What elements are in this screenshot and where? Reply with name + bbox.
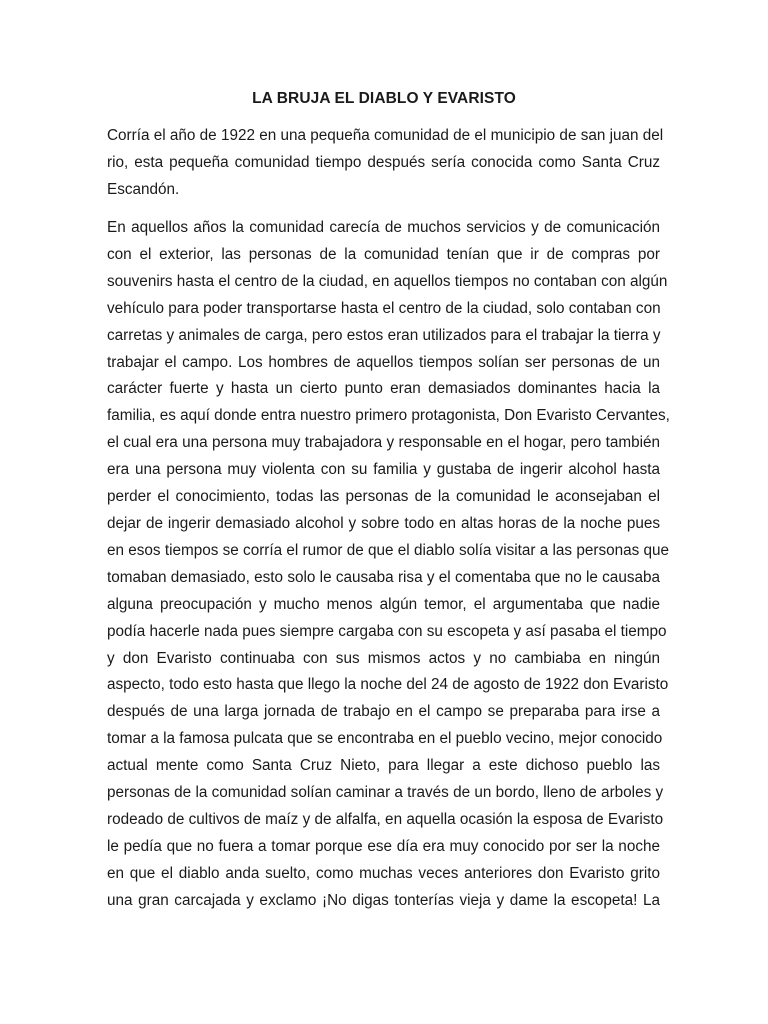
text-line: En aquellos años la comunidad carecía de muchos servicios y de comunicación <box>107 219 660 236</box>
text-line: familia, es aquí donde entra nuestro primero protagonista, Don Evaristo Cervantes, <box>107 407 670 425</box>
text-line: podía hacerle nada pues siempre cargaba con su escopeta y así pasaba el tiempo <box>107 622 667 640</box>
text-line: y don Evaristo continuaba con sus mismos actos y no cambiaba en ningún <box>107 649 660 667</box>
text-line: perder el conocimiento, todas las personas de la comunidad le aconsejaban el <box>107 488 660 506</box>
text-line: personas de la comunidad solían caminar a través de un bordo, lleno de arboles y <box>107 784 664 802</box>
document-title: LA BRUJA EL DIABLO Y EVARISTO <box>252 90 516 107</box>
text-line: en que el diablo anda suelto, como muchas veces anteriores don Evaristo grito <box>107 864 660 882</box>
text-line: Corría el año de 1922 en una pequeña comunidad de el municipio de san juan del <box>107 127 664 144</box>
text-line: dejar de ingerir demasiado alcohol y sobre todo en altas horas de la noche pues <box>107 514 660 532</box>
text-line: alguna preocupación y mucho menos algún temor, el argumentaba que nadie <box>107 595 660 613</box>
text-line: vehículo para poder transportarse hasta el centro de la ciudad, solo contaban con <box>107 299 661 317</box>
text-line: rio, esta pequeña comunidad tiempo después sería conocida como Santa Cruz <box>107 153 660 171</box>
paragraph-2 <box>107 215 670 915</box>
text-line: una gran carcajada y exclamo ¡No digas tonterías vieja y dame la escopeta! La <box>107 891 660 909</box>
text-line: tomar a la famosa pulcata que se encontraba en el pueblo vecino, mejor conocido <box>107 730 663 748</box>
text-line: tomaban demasiado, esto solo le causaba risa y el comentaba que no le causaba <box>107 568 660 586</box>
text-line: actual mente como Santa Cruz Nieto, para llegar a este dichoso pueblo las <box>107 757 660 775</box>
text-line: le pedía que no fuera a tomar porque ese día era muy conocido por ser la noche <box>107 837 660 855</box>
text-line: el cual era una persona muy trabajadora y responsable en el hogar, pero también <box>107 434 660 452</box>
text-line: rodeado de cultivos de maíz y de alfalfa, en aquella ocasión la esposa de Evaristo <box>107 810 664 828</box>
text-line: trabajar el campo. Los hombres de aquellos tiempos solían ser personas de un <box>107 353 660 371</box>
text-line: era una persona muy violenta con su familia y gustaba de ingerir alcohol hasta <box>107 461 660 479</box>
text-line: Escandón. <box>107 180 180 198</box>
paragraph-1 <box>107 123 664 204</box>
text-line: aspecto, todo esto hasta que llego la noche del 24 de agosto de 1922 don Evaristo <box>107 676 669 694</box>
text-line: carácter fuerte y hasta un cierto punto eran demasiados dominantes hacia la <box>107 380 660 398</box>
text-line: con el exterior, las personas de la comunidad tenían que ir de compras por <box>107 245 660 263</box>
text-line: carretas y animales de carga, pero estos eran utilizados para el trabajar la tierra y <box>107 326 661 344</box>
text-line: en esos tiempos se corría el rumor de que el diablo solía visitar a las personas que <box>107 541 670 559</box>
text-line: después de una larga jornada de trabajo en el campo se preparaba para irse a <box>107 703 660 721</box>
text-line: souvenirs hasta el centro de la ciudad, en aquellos tiempos no contaban con algún <box>107 272 668 290</box>
